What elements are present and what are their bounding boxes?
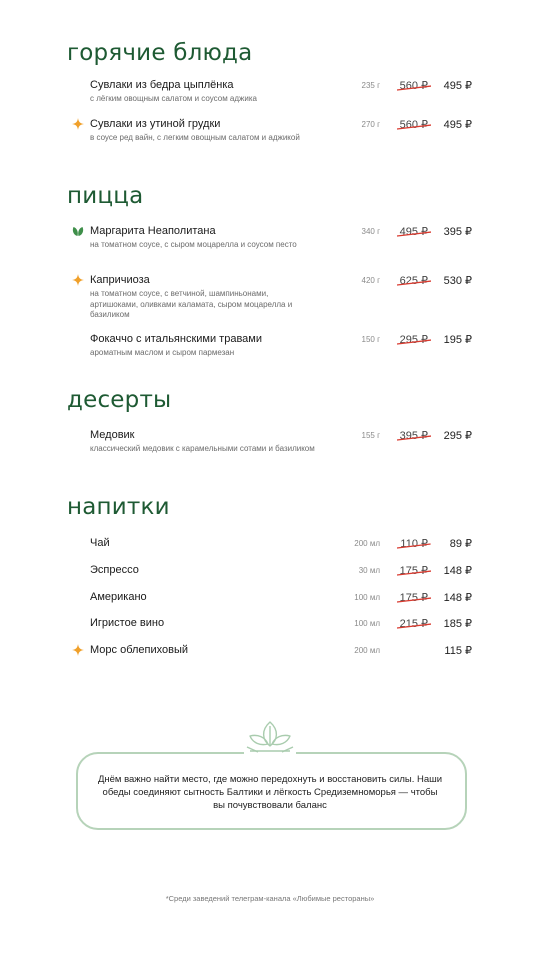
old-price-value: 560 ₽ xyxy=(399,119,428,131)
item-name: Игристое вино xyxy=(90,617,165,629)
star-icon xyxy=(71,273,85,287)
item-name: Американо xyxy=(90,591,147,603)
item-weight: 200 мл xyxy=(354,646,380,655)
old-price xyxy=(400,564,428,577)
leaf-icon xyxy=(71,224,85,238)
footnote: *Среди заведений телеграм-канала «Любимые рестораны» xyxy=(165,894,375,903)
strikethrough-line xyxy=(397,567,431,573)
old-price-value: 495 ₽ xyxy=(399,226,428,238)
strikethrough-line xyxy=(397,277,431,283)
item-weight: 150 г xyxy=(361,335,380,344)
item-price: 148 ₽ xyxy=(443,565,472,577)
footer-text: Днём важно найти место, где можно передохнуть и восстановить силы. Наши обеды соединяют сытность Балтики и лёгкость Средиземноморья — чтобы вы почувствовали баланс xyxy=(97,774,443,811)
item-weight: 100 мл xyxy=(354,593,380,602)
old-price xyxy=(400,429,428,442)
strikethrough-line xyxy=(397,121,431,127)
old-price-value: 560 ₽ xyxy=(399,80,428,92)
strikethrough-line xyxy=(397,620,431,626)
item-weight: 270 г xyxy=(361,120,380,129)
item-name: Сувлаки из утиной грудки xyxy=(90,118,221,130)
old-price-value: 175 ₽ xyxy=(399,565,428,577)
strikethrough-line xyxy=(397,336,431,342)
item-description: на томатном соусе, с ветчиной, шампиньонами, артишоками, оливками каламата, сыром моцарелла и базиликом xyxy=(90,289,293,319)
star-icon xyxy=(71,643,85,657)
item-name: Медовик xyxy=(90,429,135,441)
old-price xyxy=(400,118,428,131)
old-price xyxy=(400,333,428,346)
item-weight: 30 мл xyxy=(358,566,380,575)
item-price: 530 ₽ xyxy=(443,275,472,287)
old-price-value: 110 ₽ xyxy=(400,538,428,550)
section-title: пицца xyxy=(67,183,144,209)
item-price: 185 ₽ xyxy=(443,618,472,630)
item-price: 495 ₽ xyxy=(443,80,472,92)
item-description: на томатном соусе, с сыром моцарелла и соусом песто xyxy=(90,240,297,249)
old-price-value: 625 ₽ xyxy=(399,275,428,287)
item-weight: 340 г xyxy=(361,227,380,236)
star-icon xyxy=(71,117,85,131)
item-price: 295 ₽ xyxy=(443,430,472,442)
old-price-value: 295 ₽ xyxy=(399,334,428,346)
old-price xyxy=(400,225,428,238)
item-name: Капричиоза xyxy=(90,274,150,286)
section-title: горячие блюда xyxy=(67,40,253,66)
item-name: Сувлаки из бедра цыплёнка xyxy=(90,79,234,91)
item-name: Маргарита Неаполитана xyxy=(90,225,216,237)
strikethrough-line xyxy=(397,432,431,438)
old-price-value: 215 ₽ xyxy=(399,618,428,630)
item-name: Эспрессо xyxy=(90,564,139,576)
leaf-emblem-icon xyxy=(244,718,296,758)
section-title: десерты xyxy=(67,387,172,413)
item-description: с лёгким овощным салатом и соусом аджика xyxy=(90,94,257,103)
old-price xyxy=(400,274,428,287)
item-price: 148 ₽ xyxy=(443,592,472,604)
item-description: классический медовик с карамельными сотами и базиликом xyxy=(90,444,315,453)
item-description: в соусе ред вайн, с легким овощным салатом и аджикой xyxy=(90,133,300,142)
item-description: ароматным маслом и сыром пармезан xyxy=(90,348,235,357)
old-price xyxy=(400,537,428,550)
item-price: 195 ₽ xyxy=(443,334,472,346)
old-price xyxy=(400,79,428,92)
item-price: 115 ₽ xyxy=(444,645,472,657)
strikethrough-line xyxy=(397,228,431,234)
old-price xyxy=(400,617,428,630)
item-weight: 420 г xyxy=(361,276,380,285)
item-weight: 155 г xyxy=(361,431,380,440)
strikethrough-line xyxy=(397,540,431,546)
strikethrough-line xyxy=(397,82,431,88)
item-weight: 235 г xyxy=(361,81,380,90)
section-title: напитки xyxy=(67,494,170,520)
item-price: 495 ₽ xyxy=(443,119,472,131)
item-name: Чай xyxy=(90,537,110,549)
old-price-value: 395 ₽ xyxy=(399,430,428,442)
old-price xyxy=(400,591,428,604)
item-price: 395 ₽ xyxy=(443,226,472,238)
item-weight: 200 мл xyxy=(354,539,380,548)
strikethrough-line xyxy=(397,594,431,600)
old-price-value: 175 ₽ xyxy=(399,592,428,604)
item-name: Фокаччо с итальянскими травами xyxy=(90,333,262,345)
item-weight: 100 мл xyxy=(354,619,380,628)
item-price: 89 ₽ xyxy=(449,538,472,550)
item-name: Морс облепиховый xyxy=(90,644,189,656)
